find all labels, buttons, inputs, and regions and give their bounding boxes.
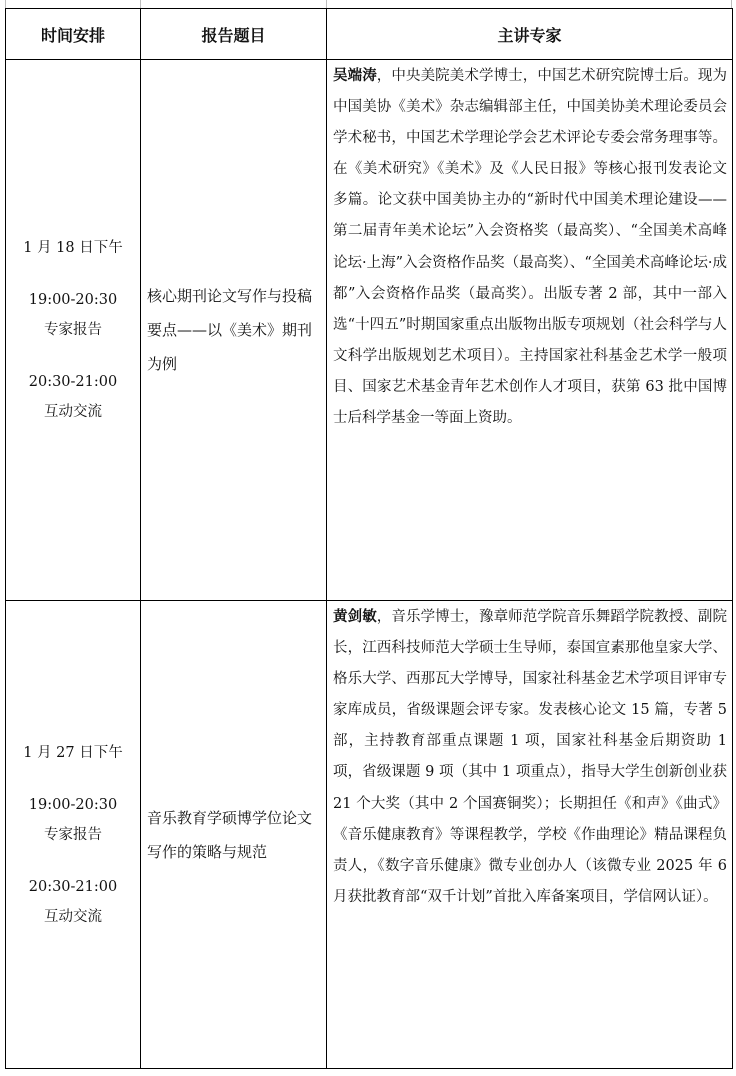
- speaker-bio: ，音乐学博士，豫章师范学院音乐舞蹈学院教授、副院长，江西科技师范大学硕士生导师，泰国宣素那他皇家大学、格乐大学、西那瓦大学博导，国家社科基金艺术学项目评审专家库成员，省级课题会评专家。发表核心论文 15 篇，专著 5 部，主持教育部重点课题 1 项，国家社科基金后期资助 1 项，省级课题 9 项（其中 1 项重点），指导大学生创新创业获 21 个大奖（其中 2 个国赛铜奖）；长期担任《和声》《曲式》《音乐健康教育》等课程教学，学校《作曲理论》精品课程负责人，《数字音乐健康》微专业创办人（该微专业 2025 年 6 月获批教育部“双千计划”首批入库备案项目，学信网认证）。: [333, 609, 728, 905]
- topic-cell: 核心期刊论文写作与投稿要点——以《美术》期刊为例: [141, 60, 327, 601]
- speaker-cell: [327, 60, 733, 601]
- speaker-cell: [327, 601, 733, 1069]
- report-label: 专家报告: [44, 826, 102, 843]
- table-row: [6, 601, 733, 1069]
- header-row: [6, 9, 733, 60]
- time-cell: [6, 60, 141, 601]
- top-edge-marks: [0, 0, 736, 8]
- header-speaker: 主讲专家: [327, 9, 733, 60]
- time-cell: [6, 601, 141, 1069]
- header-time: 时间安排: [6, 9, 141, 60]
- table-row: [6, 60, 733, 601]
- schedule-table: [5, 8, 733, 1069]
- header-topic: 报告题目: [141, 9, 327, 60]
- qa-time: 20:30-21:00: [28, 878, 118, 895]
- session-date: 1 月 27 日下午: [23, 744, 123, 761]
- speaker-name: 吴端涛: [333, 67, 377, 84]
- report-time: 19:00-20:30: [28, 796, 118, 813]
- session-date: 1 月 18 日下午: [23, 240, 123, 256]
- report-label: 专家报告: [44, 322, 102, 338]
- speaker-bio: ，中央美院美术学博士，中国艺术研究院博士后。现为中国美协《美术》杂志编辑部主任，中国美协美术理论委员会学术秘书，中国艺术学理论学会艺术评论专委会常务理事等。在《美术研究》《美术》及《人民日报》等核心报刊发表论文多篇。论文获中国美协主办的“新时代中国美术理论建设——第二届青年美术论坛”入会资格奖（最高奖）、“全国美术高峰论坛·上海”入会资格作品奖（最高奖）、“全国美术高峰论坛·成都”入会资格作品奖（最高奖）。出版专著 2 部，其中一部入选“十四五”时期国家重点出版物出版专项规划（社会科学与人文科学出版规划艺术项目）。主持国家社科基金艺术学一般项目、国家艺术基金青年艺术创作人才项目，获第 63 批中国博士后科学基金一等面上资助。: [333, 68, 728, 427]
- topic-cell: 音乐教育学硕博学位论文写作的策略与规范: [141, 601, 327, 1069]
- qa-label: 互动交流: [44, 908, 102, 925]
- qa-label: 互动交流: [44, 404, 102, 420]
- speaker-name: 黄剑敏: [333, 608, 377, 625]
- report-time: 19:00-20:30: [28, 292, 118, 308]
- qa-time: 20:30-21:00: [28, 374, 118, 390]
